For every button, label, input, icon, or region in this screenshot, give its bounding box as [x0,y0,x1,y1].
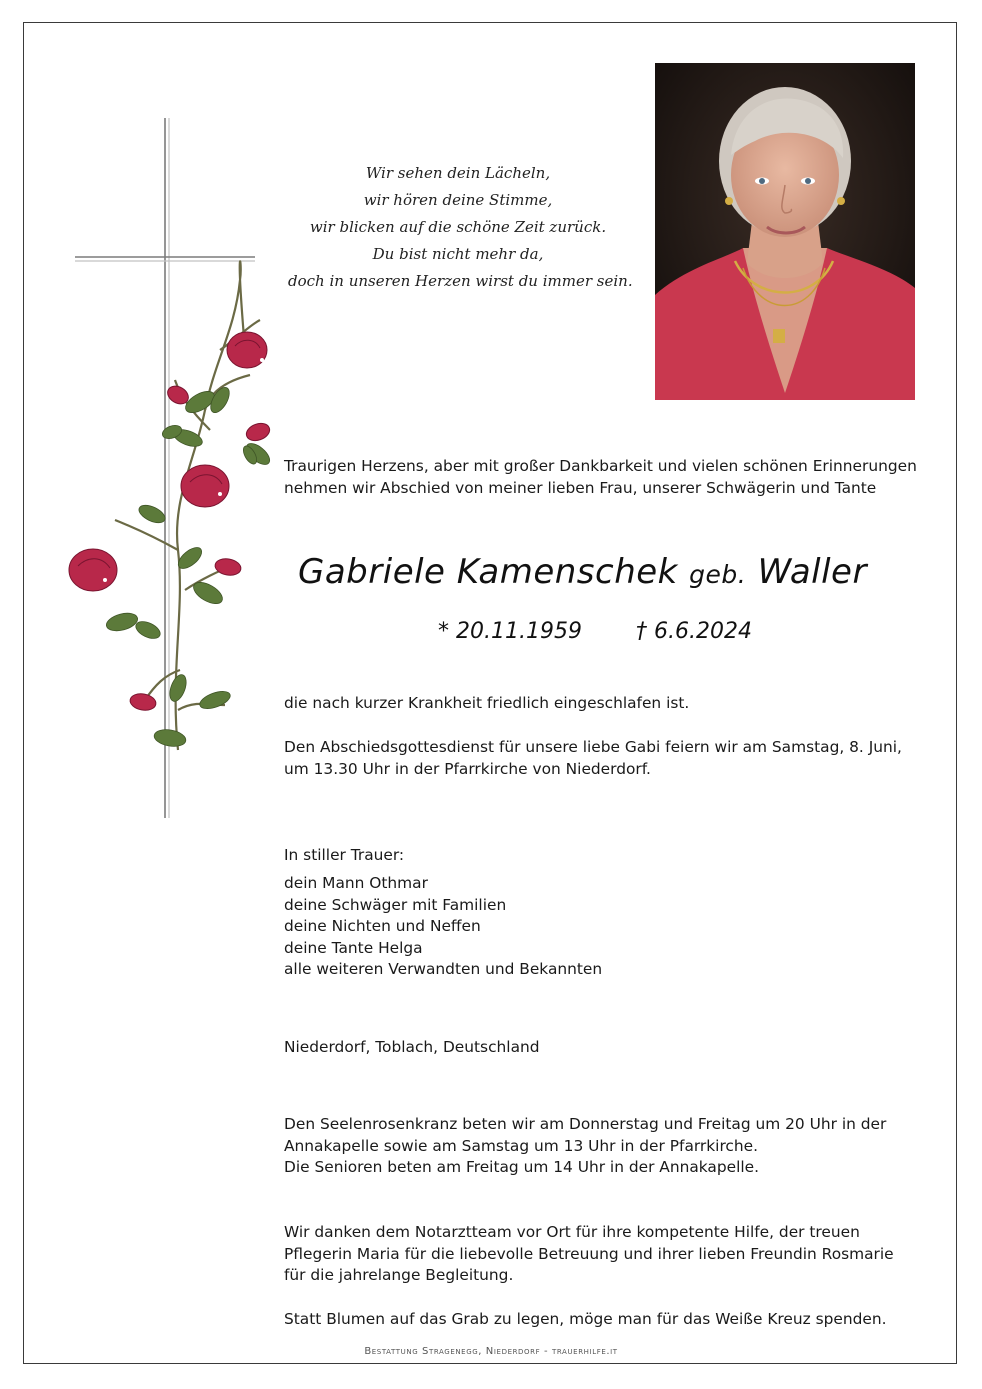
poem-line: doch in unseren Herzen wirst du immer sein. [288,272,633,290]
mourner-item: deine Tante Helga [284,938,423,957]
death-date: † 6.6.2024 [636,619,752,644]
rosary-line: Die Senioren beten am Freitag um 14 Uhr in der Annakapelle. [284,1158,760,1177]
thanks-line: für die jahrelange Begleitung. [284,1266,514,1285]
mourner-item: dein Mann Othmar [284,874,428,892]
geb-label: geb. [689,560,747,589]
mourner-item: deine Schwäger mit Familien [284,895,507,914]
intro-text [284,456,924,499]
service-text [284,737,924,780]
passed-text [284,693,924,715]
mourners-heading: In stiller Trauer: [284,846,405,864]
birth-date: * 20.11.1959 [438,619,582,644]
full-name: Gabriele Kamenschek [298,552,678,592]
poem-line: Wir sehen dein Lächeln, [365,164,551,182]
maiden-name: Waller [757,552,867,592]
rosary-line: Annakapelle sowie am Samstag um 13 Uhr in der Pfarrkirche. [284,1136,759,1155]
places-text: Niederdorf, Toblach, Deutschland [284,1038,540,1056]
deceased-name [298,552,938,592]
mourner-item: alle weiteren Verwandten und Bekannten [284,960,603,979]
mourner-item: deine Nichten und Neffen [284,917,481,936]
thanks-line: Pflegerin Maria für die liebevolle Betreuung und ihrer lieben Freundin Rosmarie [284,1244,894,1263]
service-line: Den Abschiedsgottesdienst für unsere liebe Gabi feiern wir am Samstag, 8. Juni, [284,738,902,756]
donation-text: Statt Blumen auf das Grab zu legen, möge man für das Weiße Kreuz spenden. [284,1310,887,1328]
thanks-line: Wir danken dem Notarztteam vor Ort für ihre kompetente Hilfe, der treuen [284,1223,860,1241]
rosary-line: Den Seelenrosenkranz beten wir am Donnerstag und Freitag um 20 Uhr in der [284,1115,887,1133]
poem-line: Du bist nicht mehr da, [372,245,544,263]
cross-with-roses-icon [60,110,290,830]
passed-line: die nach kurzer Krankheit friedlich eingeschlafen ist. [284,694,690,712]
thanks-text [284,1222,924,1287]
poem-line: wir hören deine Stimme, [363,191,553,209]
service-line: um 13.30 Uhr in der Pfarrkirche von Niederdorf. [284,759,651,778]
rosary-text [284,1114,924,1179]
intro-line: Traurigen Herzens, aber mit großer Dankbarkeit und vielen schönen Erinnerungen [284,457,917,475]
portrait-photo [655,63,915,400]
poem-line: wir blicken auf die schöne Zeit zurück. [309,218,607,236]
intro-line: nehmen wir Abschied von meiner lieben Frau, unserer Schwägerin und Tante [284,478,877,497]
mourners-list [284,873,924,981]
funeral-home-footer: Bestattung Stragenegg, Niederdorf - trauerhilfe.it [364,1346,618,1357]
memorial-poem [288,160,633,295]
